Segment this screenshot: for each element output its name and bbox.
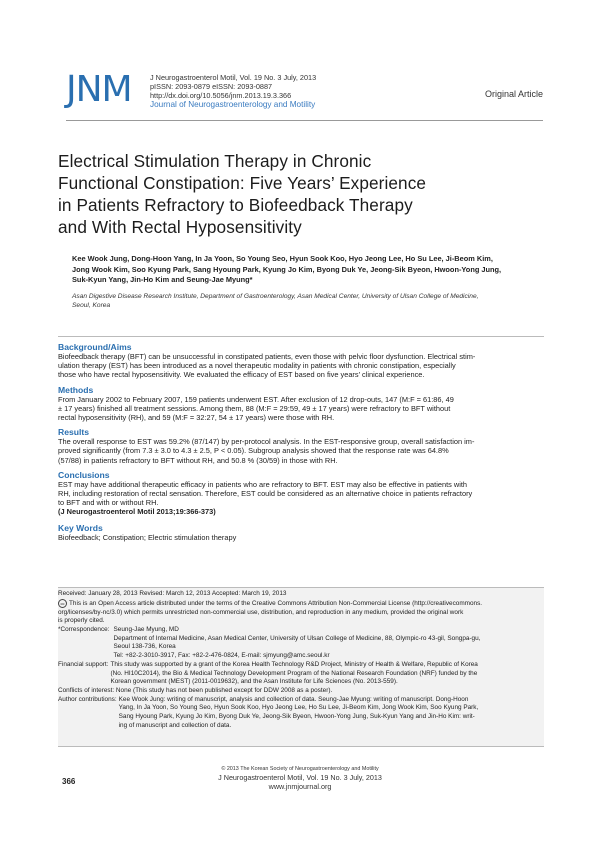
- issn-line: pISSN: 2093-0879 eISSN: 2093-0887: [150, 82, 273, 91]
- journal-volume-line: J Neurogastroenterol Motil, Vol. 19 No. 3 July, 2013: [150, 73, 317, 82]
- body-line: EST may have additional therapeutic efficacy in patients who are refractory to BFT. EST may also be effective in patients with: [58, 479, 468, 489]
- affiliation: [72, 292, 542, 311]
- body-line: ± 17 years) finished all treatment sessions. Among them, 88 (M:F = 29:59, 49 ± 17 years) were refractory to BFT without: [58, 403, 451, 413]
- financial-line: Korean government (MEST) (2011-0019632), and the Asan Institute for Life Sciences (No. 2013-559).: [110, 678, 398, 686]
- journal-name: Journal of Neurogastroenterology and Motility: [150, 100, 316, 109]
- author-contributions: [58, 696, 538, 731]
- body-line: Biofeedback therapy (BFT) can be unsuccessful in constipated patients, even those with pelvic floor dysfunction. Electrical stim-: [58, 352, 476, 361]
- license-line: is properly cited.: [58, 617, 105, 625]
- author-contrib-line: Yang, In Ja Yoon, So Young Seo, Hyun Sook Koo, Hyo Jeong Lee, Ho Su Lee, Ji-Beom Kim, Jong Wook Kim, Soo Kyung Park,: [118, 704, 479, 712]
- financial-label: Financial support:: [58, 660, 109, 668]
- section-heading: Conclusions: [58, 469, 110, 480]
- license-line: This is an Open Access article distributed under the terms of the Creative Commons Attribution Non-Commercial License (http://creativecommons.: [69, 599, 483, 607]
- affiliation-line: Seoul, Korea: [72, 302, 111, 310]
- body-line: The overall response to EST was 59.2% (87/147) by per-protocol analysis. In the EST-responsive group, overall satisfaction im-: [58, 437, 475, 447]
- conflicts-line: Conflicts of interest: None (This study has not been published except for DDW 2008 as a poster).: [58, 686, 333, 694]
- author-contrib-label: Author contributions:: [58, 695, 117, 703]
- financial-line: This study was supported by a grant of the Korea Health Technology R&D Project, Ministry of Health & Welfare, Republic of Korea: [110, 660, 478, 668]
- author-contrib-line: Sang Hyoung Park, Kyung Jo Kim, Byong Duk Ye, Jeong-Sik Byeon, Hwoon-Yong Jung, Suk-Kyun Yang and Jin-Ho Kim: writ-: [118, 713, 475, 721]
- financial-body: [108, 661, 538, 687]
- dates-line: Received: January 28, 2013 Revised: March 12, 2013 Accepted: March 19, 2013: [58, 590, 287, 597]
- citation: (J Neurogastroenterol Motil 2013;19:366-373): [58, 507, 216, 517]
- correspondence-line: Tel: +82-2-3010-3917, Fax: +82-2-476-0824, E-mail: sjmyung@amc.seoul.kr: [113, 652, 330, 660]
- section-heading: Methods: [58, 384, 94, 395]
- correspondence-label: *Correspondence:: [58, 626, 110, 633]
- title-line: Electrical Stimulation Therapy in Chronic: [58, 151, 372, 171]
- author-line: Kee Wook Jung, Dong-Hoon Yang, In Ja Yoon, So Young Seo, Hyun Sook Koo, Hyo Jeong Lee, Ho Su Lee, Ji-Beom Kim,: [72, 254, 493, 263]
- author-line: Suk-Kyun Yang, Jin-Ho Kim and Seung-Jae Myung*: [72, 275, 253, 284]
- keywords-text: Biofeedback; Constipation; Electric stimulation therapy: [58, 532, 237, 542]
- abstract: [58, 336, 544, 542]
- abstract-section-background: [58, 342, 544, 380]
- section-body: [58, 352, 544, 380]
- author-line: Jong Wook Kim, Soo Kyung Park, Sang Hyoung Park, Kyung Jo Kim, Byong Duk Ye, Jeong-Sik Byeon, Hwoon-Yong Jung,: [72, 264, 502, 274]
- author-contrib-line: Kee Wook Jung: writing of manuscript, analysis and collection of data. Seung-Jae Myung: writing of manuscript. Dong-Hoon: [118, 695, 469, 703]
- title-line: and With Rectal Hyposensitivity: [58, 217, 302, 237]
- section-body: [58, 437, 544, 465]
- journal-url-link[interactable]: www.jnmjournal.org: [268, 782, 332, 791]
- body-line: proved significantly (from 7.3 ± 3.0 to 4.3 ± 2.5, P < 0.05). Subgroup analysis showed that the response rate was 64.8%: [58, 446, 449, 456]
- section-body: [58, 395, 544, 423]
- article-title: [58, 150, 538, 238]
- title-line: in Patients Refractory to Biofeedback Therapy: [58, 195, 413, 215]
- body-line: From January 2002 to February 2007, 159 patients underwent EST. After exclusion of 12 drop-outs, 147 (M:F = 61:86, 49: [58, 394, 454, 404]
- body-line: rectal hyposensitivity (RH), and 59 (M:F = 32:27, 54 ± 17 years) were those with RH.: [58, 413, 335, 423]
- correspondence-line: Department of Internal Medicine, Asan Medical Center, University of Ulsan College of Medicine, 88, Olympic-ro 43-gil, Songpa-gu,: [113, 634, 481, 642]
- abstract-section-conclusions: [58, 470, 544, 517]
- page-footer: [200, 766, 400, 791]
- author-contrib-line: ing of manuscript and collection of data.: [118, 721, 232, 729]
- footnotes: [58, 590, 538, 730]
- financial-support: [58, 661, 538, 687]
- footer-journal-line: J Neurogastroenterol Motil, Vol. 19 No. 3 July, 2013: [218, 773, 382, 782]
- author-contrib-body: [117, 696, 538, 731]
- body-line: those who have rectal hyposensitivity. We evaluated the efficacy of EST based on five years’ clinical experience.: [58, 370, 425, 380]
- abstract-section-results: [58, 427, 544, 465]
- copyright-line: © 2013 The Korean Society of Neurogastroenterology and Motility: [221, 766, 379, 772]
- section-body: [58, 480, 544, 508]
- body-line: ulation therapy (EST) has been introduced as a novel therapeutic modality in patients with chronic constipation, especially: [58, 361, 456, 371]
- creative-commons-icon: cc: [58, 599, 67, 608]
- page-number: 366: [62, 777, 76, 786]
- journal-logo: JNM: [66, 69, 132, 110]
- affiliation-line: Asan Digestive Disease Research Institute, Department of Gastroenterology, Asan Medical Center, University of Ulsan College of Medicine,: [72, 293, 479, 300]
- journal-info: [150, 73, 316, 109]
- section-heading: Results: [58, 427, 90, 438]
- body-line: (57/88) in patients refractory to BFT without RH, and 50.8 % (30/59) in those with RH.: [58, 455, 338, 465]
- correspondence-line: Seoul 138-736, Korea: [113, 643, 176, 651]
- section-heading: Background/Aims: [58, 342, 132, 352]
- correspondence-body: [110, 626, 538, 661]
- title-line: Functional Constipation: Five Years’ Experience: [58, 173, 427, 193]
- license-line: org/licenses/by-nc/3.0) which permits unrestricted non-commercial use, distribution, and reproduction in any medium, provided the original work: [58, 608, 464, 616]
- financial-line: (No. HI10C2014), the Bio & Medical Technology Development Program of the National Research Foundation (NRF) funded by the: [110, 669, 478, 677]
- correspondence: [58, 626, 538, 661]
- keywords-heading: Key Words: [58, 522, 103, 533]
- article-type-label: Original Article: [484, 89, 543, 99]
- keywords-section: [58, 523, 544, 542]
- body-line: to BFT and with or without RH.: [58, 498, 159, 508]
- author-list: [72, 254, 542, 286]
- header-divider: [66, 120, 543, 121]
- abstract-section-methods: [58, 385, 544, 423]
- body-line: RH, including restoration of rectal sensation. Therefore, EST could be considered as an alternative choice in patients refractory: [58, 489, 473, 499]
- license-note: [58, 599, 538, 626]
- correspondence-line: Seung-Jae Myung, MD: [113, 626, 179, 633]
- doi-link[interactable]: http://dx.doi.org/10.5056/jnm.2013.19.3.366: [150, 91, 292, 100]
